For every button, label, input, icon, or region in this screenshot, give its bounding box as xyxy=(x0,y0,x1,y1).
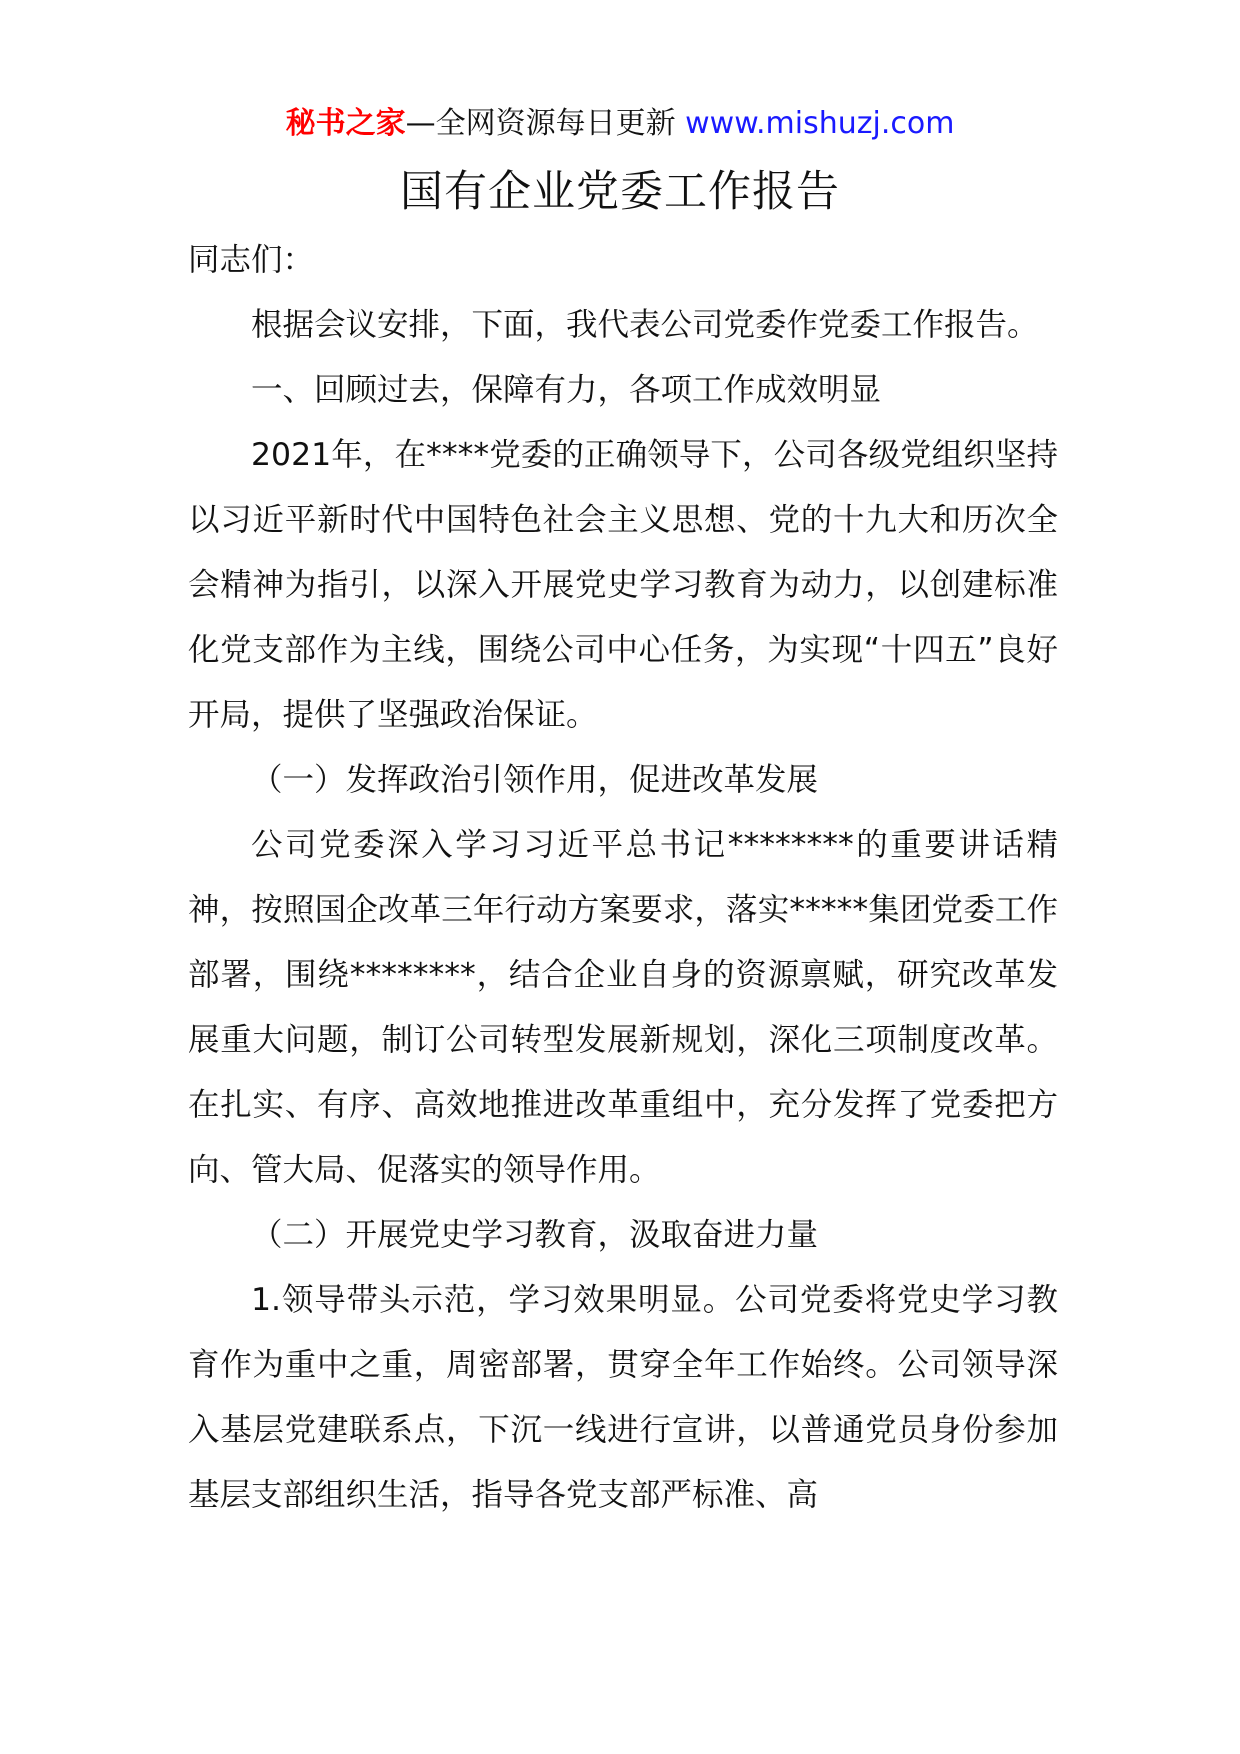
document-title: 国有企业党委工作报告 xyxy=(400,167,840,217)
salutation: 同志们： xyxy=(188,242,315,278)
paragraph-reform: 公司党委深入学习习近平总书记********的重要讲话精神，按照国企改革三年行动方案要求，落实*****集团党委工作部署，围绕********，结合企业自身的资源禀赋，研究改革发展重大问题，制订公司转型发展新规划，深化三项制度改革。在扎实、有序、高效地推进改革重组中，充分发挥了党委把方向、管大局、促落实的领导作用。 xyxy=(188,827,1058,1188)
subsection-heading-2: （二）开展党史学习教育，汲取奋进力量 xyxy=(251,1217,819,1253)
subsection-heading-1: （一）发挥政治引领作用，促进改革发展 xyxy=(251,762,819,798)
paragraph-intro: 根据会议安排，下面，我代表公司党委作党委工作报告。 xyxy=(251,307,1039,343)
section-heading-1: 一、回顾过去，保障有力，各项工作成效明显 xyxy=(251,372,882,408)
paragraph-study: 1.领导带头示范，学习效果明显。公司党委将党史学习教育作为重中之重，周密部署，贯穿全年工作始终。公司领导深入基层党建联系点，下沉一线进行宣讲，以普通党员身份参加基层支部组织生活，指导各党支部严标准、高 xyxy=(188,1282,1058,1513)
paragraph-review: 2021年，在****党委的正确领导下，公司各级党组织坚持以习近平新时代中国特色社会主义思想、党的十九大和历次全会精神为指引，以深入开展党史学习教育为动力，以创建标准化党支部作为主线，围绕公司中心任务，为实现“十四五”良好开局，提供了坚强政治保证。 xyxy=(188,437,1058,733)
document-body xyxy=(188,228,1058,1528)
site-header xyxy=(0,102,1240,146)
site-brand: 秘书之家 xyxy=(285,106,406,141)
site-url-link[interactable]: www.mishuzj.com xyxy=(685,106,955,141)
site-tagline: —全网资源每日更新 xyxy=(405,106,676,141)
